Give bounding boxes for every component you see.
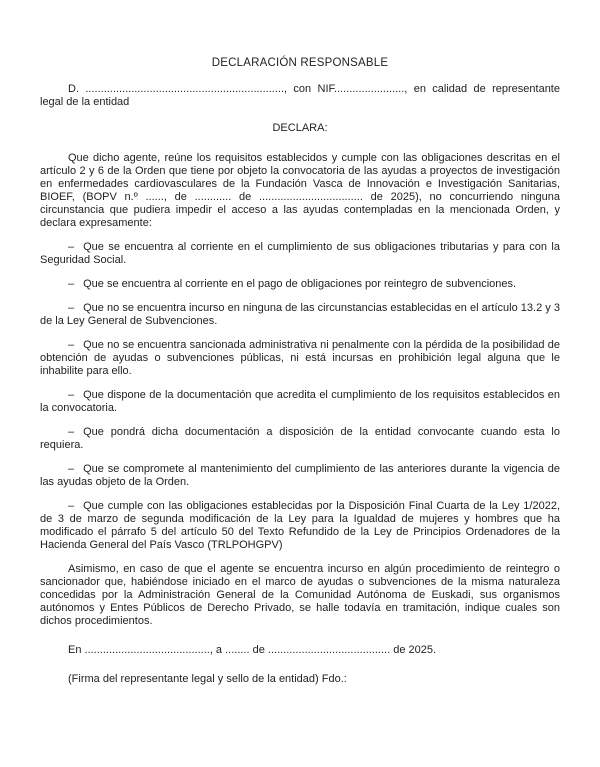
dash-marker: – [68,241,75,253]
dash-marker: – [68,463,75,475]
declaration-item-7 [40,463,560,489]
opening-paragraph: Que dicho agente, reúne los requisitos establecidos y cumple con las obligaciones descritas en el artículo 2 y 6 de la Orden que tiene por objeto la convocatoria de las ayudas a proyectos de investigación en enfermedades cardiovasculares de la Fundación Vasca de Innovación e Investigación Sanitarias, BIOEF, (BOPV n.º ......, de ............ de .................................. de 2025), no concurriendo ninguna circunstancia que pudiera impedir el acceso a las ayudas contempladas en la mencionada Orden, y declara expresamente: [40,152,560,229]
dash-marker: – [68,500,75,512]
declaration-item-5-text: Que dispone de la documentación que acredita el cumplimiento de los requisitos establecidos en la convocatoria. [40,389,560,414]
declaration-item-6 [40,426,560,452]
dash-marker: – [68,339,75,351]
declaration-item-3 [40,302,560,328]
declaration-item-5 [40,389,560,415]
signature-line: (Firma del representante legal y sello de la entidad) Fdo.: [68,673,347,685]
declara-heading: DECLARA: [272,122,328,134]
declaration-item-7-text: Que se compromete al mantenimiento del cumplimiento de las anteriores durante la vigencia de las ayudas objeto de la Orden. [40,463,560,488]
intro-paragraph: D. ................................................................., con NIF......................., en calidad de representante legal de la entidad [40,83,560,108]
declaration-item-6-text: Que pondrá dicha documentación a disposición de la entidad convocante cuando esta lo requiera. [40,426,560,451]
declaration-item-4-text: Que no se encuentra sancionada administrativa ni penalmente con la pérdida de la posibilidad de obtención de ayudas o subvenciones públicas, ni está incursas en prohibición legal alguna que le inhabilite para ello. [40,339,560,377]
declaration-item-1 [40,241,560,267]
declaration-item-2 [40,278,560,291]
document-title: DECLARACIÓN RESPONSABLE [211,57,389,69]
closing-paragraph: Asimismo, en caso de que el agente se encuentra incurso en algún procedimiento de reintegro o sancionador que, habiéndose iniciado en el marco de ayudas o subvenciones de la misma naturaleza concedidas por la Administración General de la Comunidad Autónoma de Euskadi, sus organismos autónomos y Entes Públicos de Derecho Privado, se halle todavía en tramitación, indique cuales son dichos procedimientos. [40,563,560,627]
dash-marker: – [68,389,75,401]
declaration-item-8 [40,500,560,552]
dash-marker: – [68,302,75,314]
date-line: En ........................................., a ........ de ........................................ de 2025. [68,644,437,656]
dash-marker: – [68,426,75,438]
declaration-item-4 [40,339,560,378]
declaration-item-8-text: Que cumple con las obligaciones establecidas por la Disposición Final Cuarta de la Ley 1/2022, de 3 de marzo de segunda modificación de la Ley para la Igualdad de mujeres y hombres que ha modificado el párrafo 5 del artículo 50 del Texto Refundido de la Ley de Principios Ordenadores de la Hacienda General del País Vasco (TRLPOHGPV) [40,500,560,551]
declaration-item-2-text: Que se encuentra al corriente en el pago de obligaciones por reintegro de subvenciones. [83,278,517,290]
declaration-item-1-text: Que se encuentra al corriente en el cumplimiento de sus obligaciones tributarias y para con la Seguridad Social. [40,241,560,266]
declaration-item-3-text: Que no se encuentra incurso en ninguna de las circunstancias establecidas en el artículo 13.2 y 3 de la Ley General de Subvenciones. [40,302,560,327]
dash-marker: – [68,278,75,290]
